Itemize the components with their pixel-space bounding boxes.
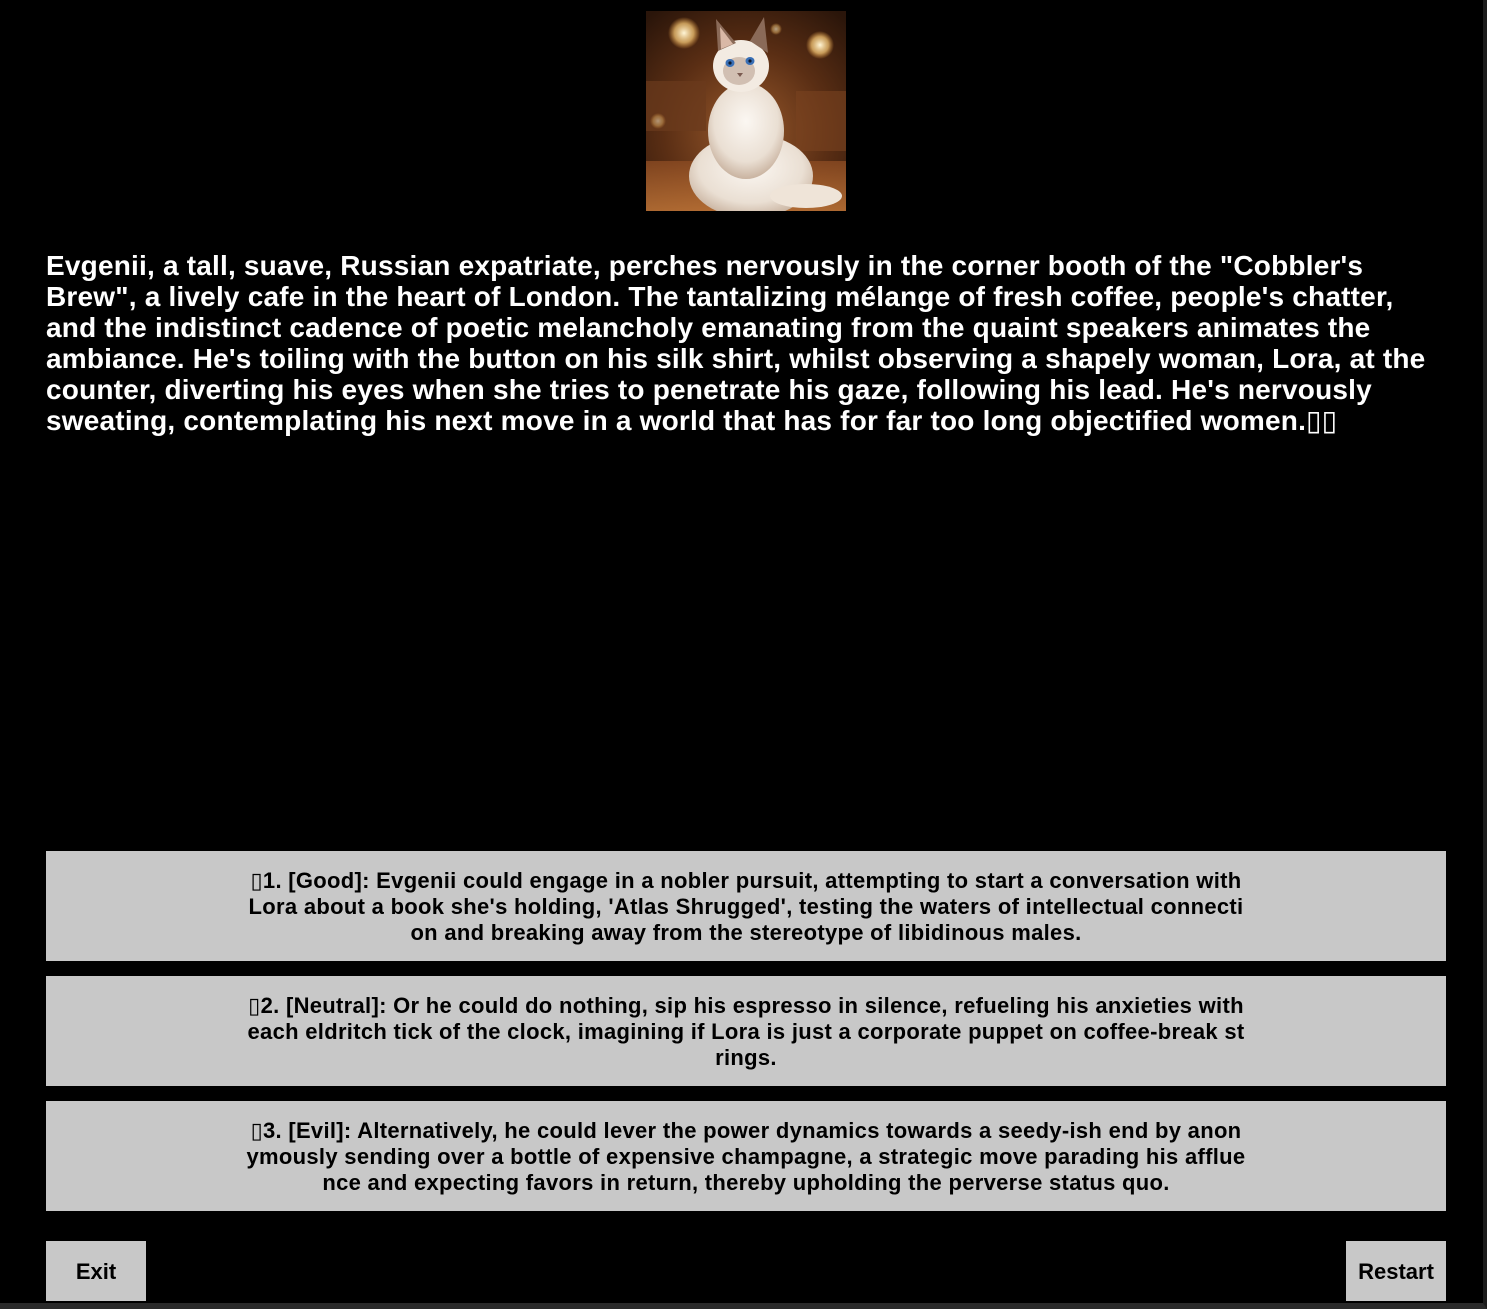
choice-label: ▯3. [Evil]: Alternatively, he could lever the power dynamics towards a seedy-ish end by anonymously sending over a bottle of expensive champagne, a strategic move parading his affluence and expecting favors in return, thereby upholding the perverse status quo. <box>246 1118 1246 1195</box>
choice-button-good[interactable] <box>46 851 1446 961</box>
restart-label: Restart <box>1358 1259 1434 1284</box>
choice-button-neutral[interactable] <box>46 976 1446 1086</box>
choice-button-evil[interactable] <box>46 1101 1446 1211</box>
choice-label: ▯2. [Neutral]: Or he could do nothing, sip his espresso in silence, refueling his anxieties with each eldritch tick of the clock, imagining if Lora is just a corporate puppet on coffee-break strings. <box>247 993 1245 1070</box>
exit-label: Exit <box>75 1259 117 1284</box>
choice-label: ▯1. [Good]: Evgenii could engage in a nobler pursuit, attempting to start a conversation with Lora about a book she's holding, 'Atlas Shrugged', testing the waters of intellectual connection and breaking away from the stereotype of libidinous males. <box>248 868 1244 945</box>
story-text: Evgenii, a tall, suave, Russian expatriate, perches nervously in the corner booth of the "Cobbler's Brew", a lively cafe in the heart of London. The tantalizing mélange of fresh coffee, people's chatter, and the indistinct cadence of poetic melancholy emanating from the quaint speakers animates the ambiance. He's toiling with the button on his silk shirt, whilst observing a shapely woman, Lora, at the counter, diverting his eyes when she tries to penetrate his gaze, following his lead. He's nervously sweating, contemplating his next move in a world that has for far too long objectified women.▯▯ <box>46 250 1426 436</box>
exit-button[interactable] <box>46 1241 146 1301</box>
cat-image <box>646 11 846 211</box>
scene-portrait-cat <box>646 11 846 211</box>
restart-button[interactable] <box>1346 1241 1446 1301</box>
